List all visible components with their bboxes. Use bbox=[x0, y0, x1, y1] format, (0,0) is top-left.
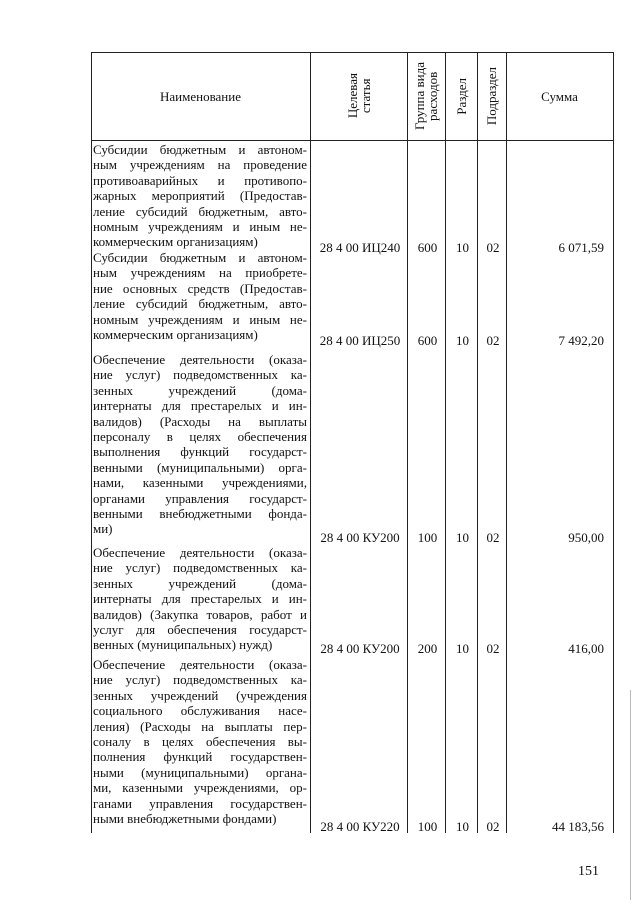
column-divider bbox=[477, 52, 478, 833]
column-divider bbox=[445, 52, 446, 833]
row-name-line: ление субсидий бюджетным, авто- bbox=[93, 296, 307, 312]
row-subsection: 02 bbox=[486, 641, 500, 656]
row-name-line: жарных мероприятий (Предостав- bbox=[93, 188, 307, 204]
row-name-line: интернаты для престарелых и ин- bbox=[93, 591, 307, 607]
row-amount: 6 071,59 bbox=[558, 240, 604, 255]
row-name-line: ления) (Расходы на выплаты пер- bbox=[93, 718, 307, 734]
header-amount: Сумма bbox=[541, 88, 578, 104]
column-divider bbox=[310, 52, 311, 833]
header-group-cell bbox=[407, 52, 445, 140]
row-subsection: 02 bbox=[486, 530, 500, 545]
table-right-border bbox=[613, 52, 614, 833]
row-name-line: номным учреждениям и иным не- bbox=[93, 311, 307, 327]
row-name-line: ми, казенными учреждениями, ор- bbox=[93, 780, 307, 796]
row-name-line: ным учреждениям на проведение bbox=[93, 157, 307, 173]
row-name-line: ными внебюджетными фондами) bbox=[93, 811, 277, 826]
row-name-line: персоналу в целях обеспечения bbox=[93, 429, 307, 444]
row-name-line: интернаты для престарелых и ин- bbox=[93, 398, 307, 414]
row-name-line: Обеспечение деятельности (оказа- bbox=[93, 657, 307, 672]
row-group: 600 bbox=[417, 333, 438, 348]
row-name-line: ние услуг) подведомственных ка- bbox=[93, 560, 307, 576]
row-name-line: венными (муниципальными) орга- bbox=[93, 459, 307, 475]
row-amount: 44 183,56 bbox=[552, 819, 604, 834]
row-name-line: ние услуг) подведомственных ка- bbox=[93, 367, 307, 383]
header-article-cell bbox=[310, 52, 407, 140]
row-name-line: коммерческим организациям) bbox=[93, 327, 258, 342]
header-amount-cell bbox=[506, 52, 613, 140]
row-subsection: 02 bbox=[486, 333, 500, 348]
header-group-line: расходов bbox=[425, 71, 440, 121]
column-divider bbox=[407, 52, 408, 833]
row-name-line: выполнения функций государст- bbox=[93, 444, 307, 460]
row-name-line: органами управления государст- bbox=[93, 490, 307, 506]
header-name-cell bbox=[91, 52, 310, 140]
header-name: Наименование bbox=[160, 88, 241, 104]
row-article: 28 4 00 ИЦ250 bbox=[319, 333, 401, 348]
header-article-line: статья bbox=[357, 78, 373, 114]
header-section-cell bbox=[445, 52, 477, 140]
row-article: 28 4 00 КУ200 bbox=[320, 641, 400, 656]
row-section: 10 bbox=[456, 333, 469, 348]
row-name-line: Обеспечение деятельности (оказа- bbox=[93, 545, 307, 560]
row-name-line: Субсидии бюджетным и автоном- bbox=[93, 250, 307, 265]
row-group: 100 bbox=[417, 530, 438, 545]
row-group: 100 bbox=[417, 819, 438, 834]
row-name-line: полнения функций государствен- bbox=[93, 749, 307, 765]
row-name-line: ганами управления государствен- bbox=[93, 795, 307, 811]
header-group bbox=[413, 62, 439, 130]
row-group: 600 bbox=[417, 240, 438, 255]
row-name-line: соналу в целях обеспечения вы- bbox=[93, 734, 307, 749]
header-section: Раздел bbox=[453, 77, 469, 115]
table-left-border bbox=[91, 52, 92, 833]
row-article: 28 4 00 КУ200 bbox=[320, 530, 400, 545]
row-name-line: валидов) (Расходы на выплаты bbox=[93, 413, 307, 429]
row-name-line: противоаварийных и противопо- bbox=[93, 172, 307, 188]
row-name-line: Субсидии бюджетным и автоном- bbox=[93, 142, 307, 157]
row-group: 200 bbox=[417, 641, 438, 656]
row-section: 10 bbox=[456, 641, 469, 656]
header-article-line: Целевая bbox=[344, 73, 360, 119]
row-article: 28 4 00 ИЦ240 bbox=[319, 240, 401, 255]
row-name-line: зенных учреждений (учреждения bbox=[93, 687, 307, 703]
row-amount: 950,00 bbox=[568, 530, 604, 545]
row-name-line: венных (муниципальных) нужд) bbox=[93, 637, 273, 653]
row-amount: 7 492,20 bbox=[558, 333, 604, 348]
header-subsection-cell bbox=[477, 52, 506, 140]
header-bottom-border bbox=[91, 140, 614, 141]
row-name-line: Обеспечение деятельности (оказа- bbox=[93, 352, 307, 367]
header-article bbox=[346, 73, 372, 118]
row-subsection: 02 bbox=[486, 819, 500, 834]
page-number: 151 bbox=[578, 864, 599, 879]
row-name-line: ние основных средств (Предостав- bbox=[93, 280, 307, 296]
row-name-line: ние услуг) подведомственных ка- bbox=[93, 672, 307, 688]
header-subsection: Подраздел bbox=[484, 66, 499, 126]
row-name-line: зенных учреждений (дома- bbox=[93, 382, 307, 398]
header-group-line: Группа вида bbox=[412, 62, 427, 130]
row-name-line: номным учреждениям и иным не- bbox=[93, 219, 307, 234]
row-name-line: венными внебюджетными фонда- bbox=[93, 506, 307, 521]
row-article: 28 4 00 КУ220 bbox=[320, 819, 400, 834]
row-section: 10 bbox=[456, 530, 469, 545]
row-name-line: ным учреждениям на приобрете- bbox=[93, 265, 307, 281]
row-name-line: коммерческим организациям) bbox=[93, 234, 258, 250]
row-name-line: валидов) (Закупка товаров, работ и bbox=[93, 606, 307, 622]
column-divider bbox=[506, 52, 507, 833]
scan-edge-line bbox=[630, 690, 631, 900]
row-amount: 416,00 bbox=[568, 641, 604, 656]
row-name-line: социального обслуживания насе- bbox=[93, 703, 307, 719]
row-name-line: нами, казенными учреждениями, bbox=[93, 475, 307, 491]
row-name-line: ными (муниципальными) органа- bbox=[93, 764, 307, 780]
row-name-line: ление субсидий бюджетным, авто- bbox=[93, 203, 307, 219]
row-subsection: 02 bbox=[486, 240, 500, 255]
row-section: 10 bbox=[456, 819, 469, 834]
row-name-line: услуг для обеспечения государст- bbox=[93, 622, 307, 637]
row-name-line: ми) bbox=[93, 521, 113, 537]
row-name-line: зенных учреждений (дома- bbox=[93, 575, 307, 591]
row-section: 10 bbox=[456, 240, 469, 255]
